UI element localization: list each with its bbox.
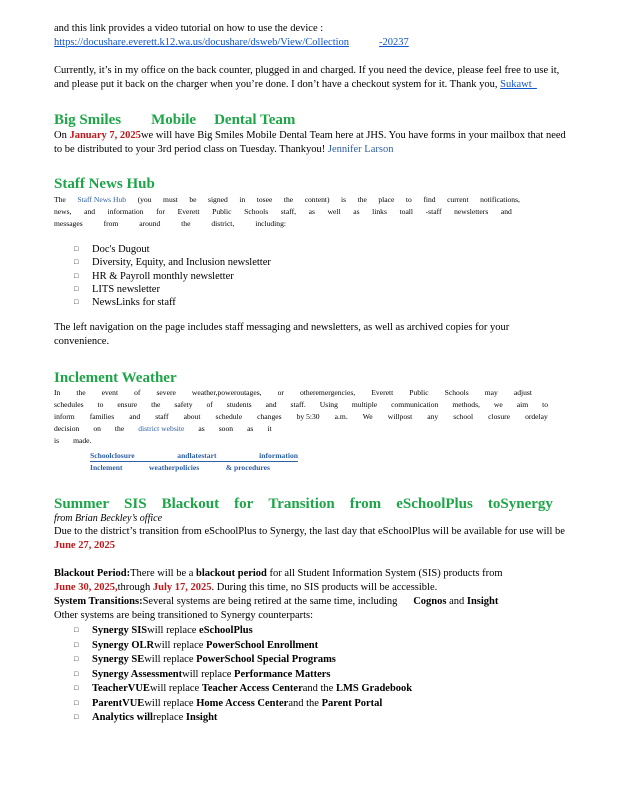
word: newsletters xyxy=(454,207,489,216)
bullet-icon: □ xyxy=(74,284,79,293)
word: links xyxy=(372,207,387,216)
transition-item-b: Home Access Center xyxy=(196,697,289,709)
word: otheremergencies, xyxy=(299,388,356,398)
last-day-date: June 27, 2025 xyxy=(54,540,115,552)
word: to xyxy=(97,400,104,410)
transition-item-m: replace xyxy=(152,711,186,723)
contact-name: Jennifer Larson xyxy=(327,144,394,155)
word: current xyxy=(447,195,469,204)
transition-item-a: Analytics will xyxy=(92,711,153,723)
weather-heading: Inclement Weather xyxy=(54,370,177,387)
summer-intro: Due to the district’s transition from eSchoolPlus to Synergy, the last day that eSchoolPlus will be available for use will be June 27, 2025 xyxy=(54,526,565,552)
word: may xyxy=(484,388,498,398)
word: as xyxy=(308,207,315,216)
word: by 5:30 xyxy=(296,412,320,422)
transition-item-m: will replace xyxy=(149,683,202,695)
word: is xyxy=(341,195,347,204)
transition-item-b: Teacher Access Center xyxy=(201,683,303,695)
word: the xyxy=(283,195,294,204)
list-item xyxy=(74,283,566,296)
word: staff xyxy=(155,412,169,422)
word: Staff News Hub xyxy=(77,195,127,204)
word: signed xyxy=(207,195,228,204)
word: made. xyxy=(73,436,92,446)
list-item-text: Doc's Dugout xyxy=(92,244,150,255)
word: well xyxy=(327,207,341,216)
word: information xyxy=(259,451,298,461)
word: be xyxy=(189,195,197,204)
transition-item-a: ParentVUE xyxy=(92,697,145,709)
bullet-icon: □ xyxy=(74,640,79,649)
word: communication xyxy=(391,400,439,410)
word: Public xyxy=(212,207,232,216)
district-website-link[interactable]: district website xyxy=(138,424,185,434)
word: decision xyxy=(54,424,80,434)
word: the xyxy=(181,219,191,228)
word: ordelay xyxy=(525,412,548,422)
word: place xyxy=(378,195,395,204)
word: staff, xyxy=(280,207,297,216)
word: Everett xyxy=(177,207,200,216)
tutorial-link[interactable]: https://docushare.everett.k12.wa.us/docushare/dsweb/View/Collection -20237 xyxy=(54,37,409,48)
word: of xyxy=(134,388,141,398)
word: a.m. xyxy=(334,412,348,422)
bullet-icon: □ xyxy=(74,698,79,707)
heading-word: from xyxy=(349,496,382,513)
bullet-icon: □ xyxy=(74,258,79,267)
word: families xyxy=(89,412,115,422)
list-item-text: Diversity, Equity, and Inclusion newsletter xyxy=(92,257,271,269)
word: weatherpolicies xyxy=(149,463,200,473)
transition-item xyxy=(74,639,566,653)
word: on xyxy=(93,424,101,434)
word: the xyxy=(151,400,161,410)
word: must xyxy=(163,195,178,204)
heading-word: Transition xyxy=(268,496,335,513)
transition-item-a: Synergy SIS xyxy=(92,625,148,637)
word: Public xyxy=(409,388,429,398)
transition-item xyxy=(74,624,566,638)
signature-link[interactable]: Sukawt xyxy=(500,79,532,90)
word: tosee xyxy=(256,195,273,204)
transition-item-b: Performance Matters xyxy=(234,668,331,680)
word: (you xyxy=(137,195,152,204)
word: about xyxy=(183,412,201,422)
word: Schools xyxy=(444,388,469,398)
blackout-start-date: June 30, 2025, xyxy=(54,582,118,594)
bullet-icon: □ xyxy=(74,245,79,253)
word: schedule xyxy=(215,412,243,422)
word: around xyxy=(139,219,161,228)
word: is xyxy=(54,436,60,446)
word: from xyxy=(103,219,119,228)
word: In xyxy=(54,388,61,398)
transition-item-m2: and the xyxy=(302,683,336,695)
transition-item-c: LMS Gradebook xyxy=(335,683,413,695)
word: any xyxy=(427,412,439,422)
transition-item-m: will replace xyxy=(147,625,200,637)
word: the xyxy=(357,195,367,204)
transition-item-b: eSchoolPlus xyxy=(199,625,253,637)
transition-item xyxy=(74,653,566,667)
word: Everett xyxy=(371,388,394,398)
transition-item-m: will replace xyxy=(144,697,197,709)
word: and xyxy=(84,207,96,216)
word: content) xyxy=(304,195,330,204)
inclement-policies-link[interactable] xyxy=(90,462,270,473)
word: staff. xyxy=(290,400,306,410)
transition-item-m: will replace xyxy=(182,668,235,680)
heading-word: Summer xyxy=(54,496,109,513)
dental-date: January 7, 2025 xyxy=(69,130,141,141)
bullet-icon: □ xyxy=(74,669,79,678)
intro-line: and this link provides a video tutorial on how to use the device : xyxy=(54,23,324,34)
word: willpost xyxy=(387,412,413,422)
transition-item-m2: and the xyxy=(288,697,322,709)
word: schedules xyxy=(54,400,84,410)
word: andlatestart xyxy=(177,451,217,461)
heading-word: Blackout xyxy=(161,496,220,513)
heading-word: eSchoolPlus xyxy=(396,496,473,513)
bullet-icon: □ xyxy=(74,271,79,280)
word: event xyxy=(101,388,119,398)
list-item-text: NewsLinks for staff xyxy=(92,297,176,309)
weather-line-2 xyxy=(54,399,548,411)
word: the xyxy=(76,388,86,398)
word: and xyxy=(500,207,512,216)
word: the xyxy=(114,424,125,434)
staff-hub-line-3 xyxy=(54,218,286,230)
word: we xyxy=(493,400,503,410)
word: Using xyxy=(319,400,338,410)
transition-item-a: Synergy Assessment xyxy=(92,668,183,680)
word: & procedures xyxy=(225,463,270,473)
bullet-icon: □ xyxy=(74,298,79,307)
bullet-icon: □ xyxy=(74,626,79,635)
word: Inclement xyxy=(90,463,123,473)
transition-item xyxy=(74,668,566,682)
word: notifications, xyxy=(480,195,520,204)
word: methods, xyxy=(452,400,480,410)
weather-links xyxy=(90,450,298,473)
list-item-text: HR & Payroll monthly newsletter xyxy=(92,270,234,282)
transition-item-b: PowerSchool Special Programs xyxy=(196,654,336,666)
word: weather,poweroutages, xyxy=(191,388,262,398)
transitions-paragraph: System Transitions:Several systems are being retired at the same time, including Cognos and Insight Other systems are being transitioned to Synergy counterparts: xyxy=(54,596,499,622)
weather-line-3 xyxy=(54,411,548,423)
transition-item-a: Synergy OLR xyxy=(92,639,155,651)
transition-item-c: Parent Portal xyxy=(321,697,383,709)
dental-paragraph: On January 7, 2025we will have Big Smiles Mobile Dental Team here at JHS. You have forms in your mailbox that need to be distributed to your 3rd period class on Tuesday. Thankyou! Jennifer Larson xyxy=(54,130,566,155)
word: as xyxy=(198,424,205,434)
word: multiple xyxy=(351,400,378,410)
tutorial-link-row xyxy=(54,36,566,50)
heading-word: SIS xyxy=(124,496,147,513)
document-page xyxy=(54,22,566,725)
heading-word: toSynergy xyxy=(487,496,553,513)
blackout-paragraph: Blackout Period:There will be a blackout period for all Student Information System (SIS) products from June 30, 2025,through July 17, 2025. During this time, no SIS products will be accessible. xyxy=(54,568,503,594)
list-item xyxy=(74,256,566,269)
word: and xyxy=(265,400,277,410)
word: messages xyxy=(54,219,83,228)
weather-line-4 xyxy=(54,423,290,447)
transition-item-a: Synergy SE xyxy=(92,654,145,666)
blackout-end-date: July 17, 2025 xyxy=(152,582,212,594)
word: ensure xyxy=(117,400,138,410)
staff-hub-line-1 xyxy=(54,194,520,206)
word: aim xyxy=(516,400,529,410)
word: soon xyxy=(218,424,234,434)
word: as xyxy=(247,424,254,434)
word: Schools xyxy=(244,207,269,216)
transition-item-m: will replace xyxy=(154,639,207,651)
word: district, xyxy=(211,219,235,228)
word: students xyxy=(226,400,252,410)
bullet-icon: □ xyxy=(74,684,79,693)
bullet-icon: □ xyxy=(74,655,79,664)
word: changes xyxy=(257,412,282,422)
word: it xyxy=(267,424,272,434)
word: inform xyxy=(54,412,75,422)
list-item xyxy=(74,296,566,309)
word: to xyxy=(542,400,548,410)
word: and xyxy=(129,412,141,422)
word: information xyxy=(107,207,144,216)
word: for xyxy=(156,207,165,216)
staff-hub-heading: Staff News Hub xyxy=(54,176,155,192)
word: in xyxy=(239,195,246,204)
word: including: xyxy=(255,219,286,228)
word: find xyxy=(423,195,436,204)
word: severe xyxy=(156,388,176,398)
word: toall xyxy=(399,207,414,216)
word: or xyxy=(277,388,284,398)
school-closure-link[interactable] xyxy=(90,450,298,462)
word: We xyxy=(362,412,373,422)
transition-item-b: Insight xyxy=(185,711,218,723)
staff-hub-list xyxy=(74,243,566,309)
transition-item xyxy=(74,711,566,725)
list-item-text: LITS newsletter xyxy=(92,283,160,295)
transition-item-b: PowerSchool Enrollment xyxy=(206,639,319,651)
transition-list xyxy=(74,624,566,725)
list-item xyxy=(74,243,566,256)
device-paragraph: Currently, it’s in my office on the back counter, plugged in and charged. If you need the device, please feel free to use it, and please put it back on the charger when you’re done. I don’t have a checkout system for it. Thank you, Sukawt xyxy=(54,65,560,90)
word: Schoolclosure xyxy=(90,451,135,461)
word: to xyxy=(405,195,412,204)
word: school xyxy=(453,412,474,422)
transition-item xyxy=(74,697,566,711)
bullet-icon: □ xyxy=(74,712,79,721)
transition-item-m: will replace xyxy=(144,654,197,666)
list-item xyxy=(74,270,566,283)
word: as xyxy=(353,207,360,216)
heading-word: for xyxy=(234,496,254,513)
transition-item-a: TeacherVUE xyxy=(92,683,150,695)
word: news, xyxy=(54,207,72,216)
summer-heading xyxy=(54,495,553,513)
staff-hub-footer: The left navigation on the page includes staff messaging and newsletters, as well as archived copies for your convenience. xyxy=(54,322,510,348)
transition-item xyxy=(74,682,566,696)
word: closure xyxy=(488,412,511,422)
staff-hub-line-2 xyxy=(54,206,512,218)
weather-line-1 xyxy=(54,387,532,399)
word: safety xyxy=(174,400,193,410)
word: of xyxy=(206,400,213,410)
word: adjust xyxy=(513,388,532,398)
word: The xyxy=(54,195,66,204)
word: -staff xyxy=(425,207,442,216)
dental-heading: Big Smiles Mobile Dental Team xyxy=(54,112,296,128)
summer-byline: from Brian Beckley’s office xyxy=(54,513,163,525)
